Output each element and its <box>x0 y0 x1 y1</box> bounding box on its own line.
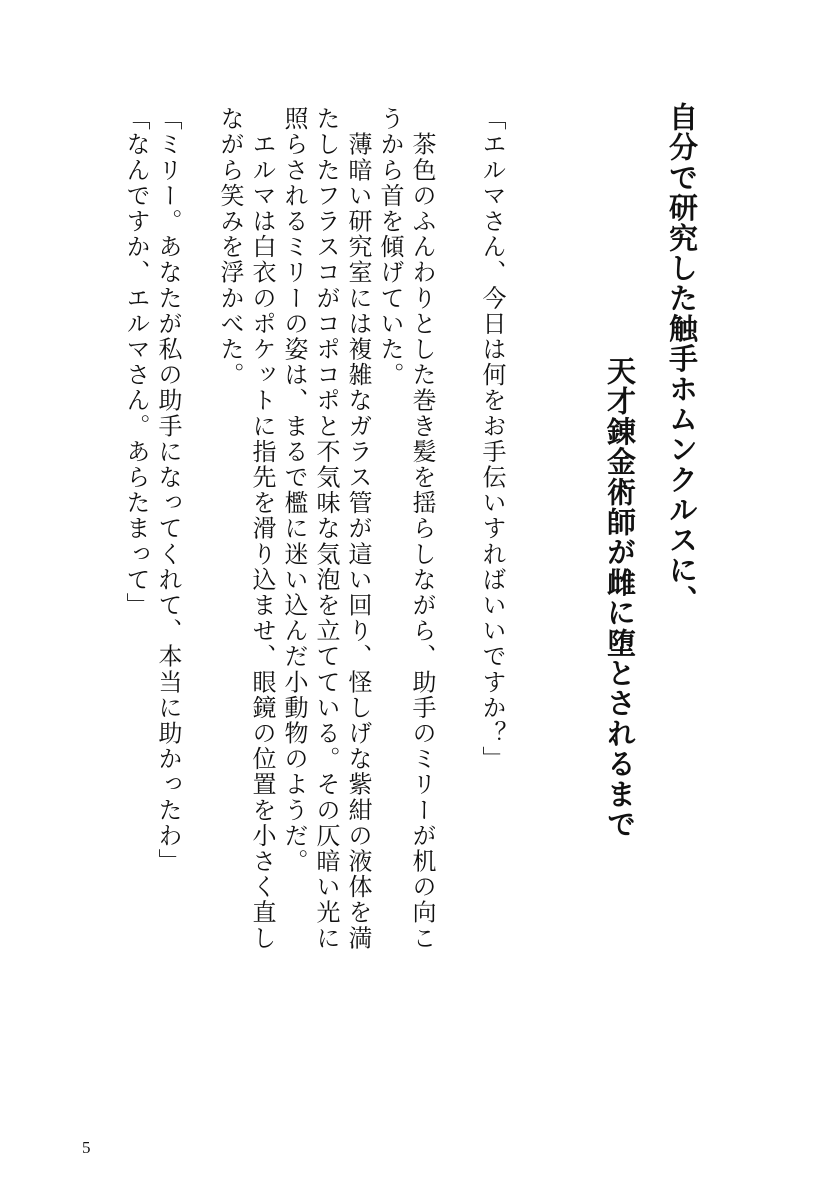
body-line-10: 「なんですか、エルマさん。あらたまって」 <box>122 106 150 618</box>
body-line-4: 薄暗い研究室には複雑なガラス管が這い回り、怪しげな紫紺の液体を満 <box>344 106 372 951</box>
body-line-1: 「エルマさん、今日は何をお手伝いすればいいですか？」 <box>478 106 506 772</box>
body-line-8: ながら笑みを浮かべた。 <box>216 106 244 388</box>
body-line-6: 照らされるミリーの姿は、まるで檻に迷い込んだ小動物のようだ。 <box>280 106 308 874</box>
page-number: 5 <box>82 1138 91 1157</box>
body-line-5: たしたフラスコがコポコポと不気味な気泡を立てている。その仄暗い光に <box>312 106 340 951</box>
body-line-9: 「ミリー。あなたが私の助手になってくれて、本当に助かったわ」 <box>154 106 182 874</box>
body-line-3: うから首を傾げていた。 <box>376 106 404 388</box>
body-line-7: エルマは白衣のポケットに指先を滑り込ませ、眼鏡の位置を小さく直し <box>248 106 276 951</box>
title-line-1: 自分で研究した触手ホムンクルスに、 <box>665 102 699 616</box>
body-line-2: 茶色のふんわりとした巻き髪を揺らしながら、助手のミリーが机の向こ <box>408 106 436 951</box>
title-line-2: 天才錬金術師が雌に堕とされるまで <box>603 356 637 840</box>
